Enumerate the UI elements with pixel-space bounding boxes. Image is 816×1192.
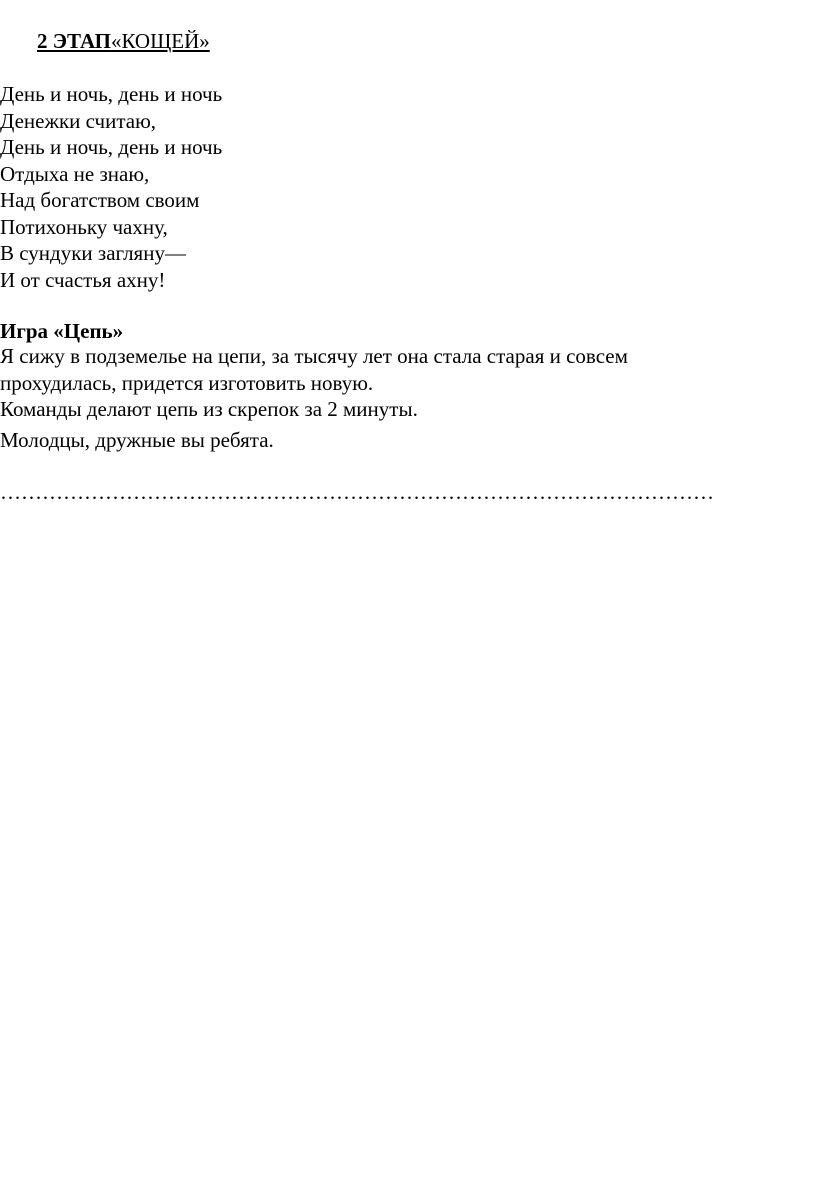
poem-line: Отдыха не знаю, <box>0 161 150 186</box>
game-text-line: прохудилась, придется изготовить новую. <box>0 370 374 395</box>
game-text-line: Молодцы, дружные вы ребята. <box>0 427 274 452</box>
game-title: Игра «Цепь» <box>0 319 124 343</box>
stage-heading <box>37 26 210 56</box>
poem-line: День и ночь, день и ночь <box>0 82 223 106</box>
stage-number: 2 ЭТАП <box>37 29 111 53</box>
dotted-separator: ………………………………………………………………………………………… <box>0 480 714 504</box>
game-text-line: Команды делают цепь из скрепок за 2 минуты. <box>0 397 418 421</box>
game-text-line: Я сижу в подземелье на цепи, за тысячу лет она стала старая и совсем <box>0 344 628 368</box>
poem-line: Денежки считаю, <box>0 108 157 133</box>
poem-line: И от счастья ахну! <box>0 267 166 292</box>
poem-line: Потихоньку чахну, <box>0 214 168 239</box>
stage-name: «КОЩЕЙ» <box>110 29 210 53</box>
poem-line: День и ночь, день и ночь <box>0 135 223 159</box>
poem <box>0 81 222 293</box>
game-description <box>0 343 790 453</box>
poem-line: Над богатством своим <box>0 188 200 212</box>
poem-line: В сундуки загляну— <box>0 241 186 265</box>
